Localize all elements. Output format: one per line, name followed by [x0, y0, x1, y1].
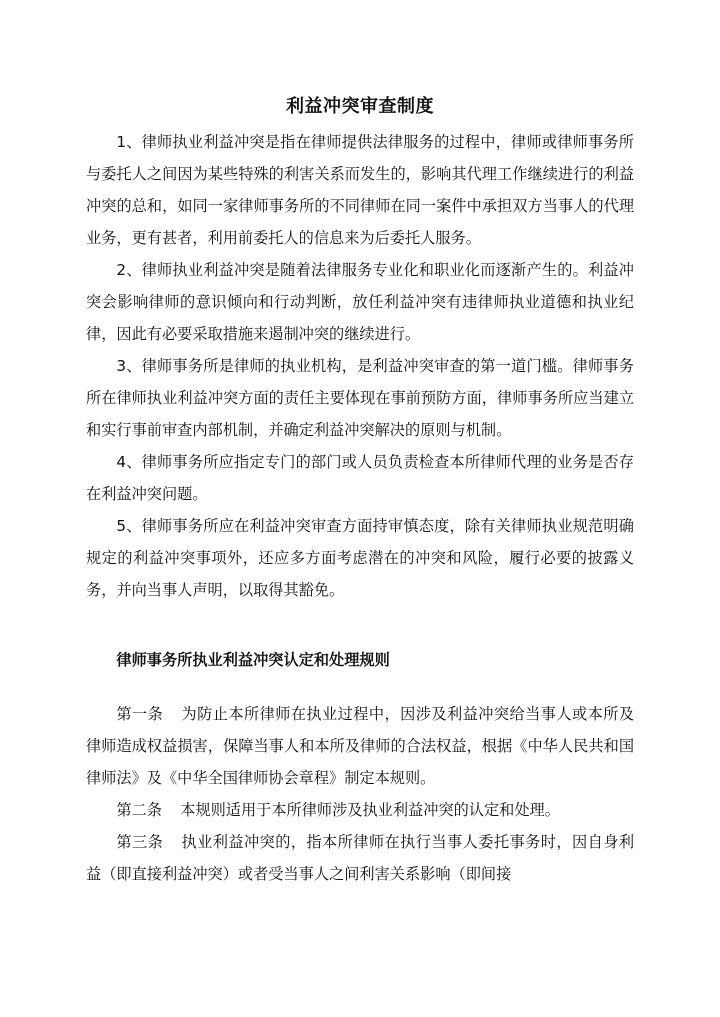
article-number: 第二条 — [116, 801, 162, 819]
document-page — [86, 78, 634, 890]
section-title: 律师事务所执业利益冲突认定和处理规则 — [116, 651, 390, 669]
article-1 — [86, 698, 634, 794]
article-text: 为防止本所律师在执业过程中，因涉及利益冲突给当事人或本所及律师造成权益损害，保障当事人和本所及律师的合法权益，根据《中华人民共和国律师法》及《中华全国律师协会章程》制定本规则。 — [86, 705, 635, 787]
document-title: 利益冲突审查制度 — [286, 96, 434, 117]
article-number: 第一条 — [116, 705, 164, 723]
paragraph-5: 5、律师事务所应在利益冲突审查方面持审慎态度，除有关律师执业规范明确规定的利益冲突事项外，还应多方面考虑潜在的冲突和风险，履行必要的披露义务，并向当事人声明，以取得其豁免。 — [86, 517, 634, 599]
paragraph-2: 2、律师执业利益冲突是随着法律服务专业化和职业化而逐渐产生的。利益冲突会影响律师的意识倾向和行动判断，放任利益冲突有违律师执业道德和执业纪律，因此有必要采取措施来遏制冲突的继续进行。 — [86, 261, 634, 343]
paragraph-3: 3、律师事务所是律师的执业机构，是利益冲突审查的第一道门槛。律师事务所在律师执业利益冲突方面的责任主要体现在事前预防方面，律师事务所应当建立和实行事前审查内部机制，并确定利益冲突解决的原则与机制。 — [86, 357, 634, 439]
article-text: 执业利益冲突的，指本所律师在执行当事人委托事务时，因自身利益（即直接利益冲突）或者受当事人之间利害关系影响（即间接 — [86, 833, 635, 883]
article-number: 第三条 — [116, 833, 164, 851]
article-3 — [86, 826, 634, 890]
article-text: 本规则适用于本所律师涉及执业利益冲突的认定和处理。 — [180, 801, 560, 819]
paragraph-1: 1、律师执业利益冲突是指在律师提供法律服务的过程中，律师或律师事务所与委托人之间因为某些特殊的利害关系而发生的，影响其代理工作继续进行的利益冲突的总和，如同一家律师事务所的不同律师在同一案件中承担双方当事人的代理业务，更有甚者，利用前委托人的信息来为后委托人服务。 — [86, 133, 634, 247]
paragraph-4: 4、律师事务所应指定专门的部门或人员负责检查本所律师代理的业务是否存在利益冲突问题。 — [86, 453, 634, 503]
article-2 — [86, 794, 634, 826]
